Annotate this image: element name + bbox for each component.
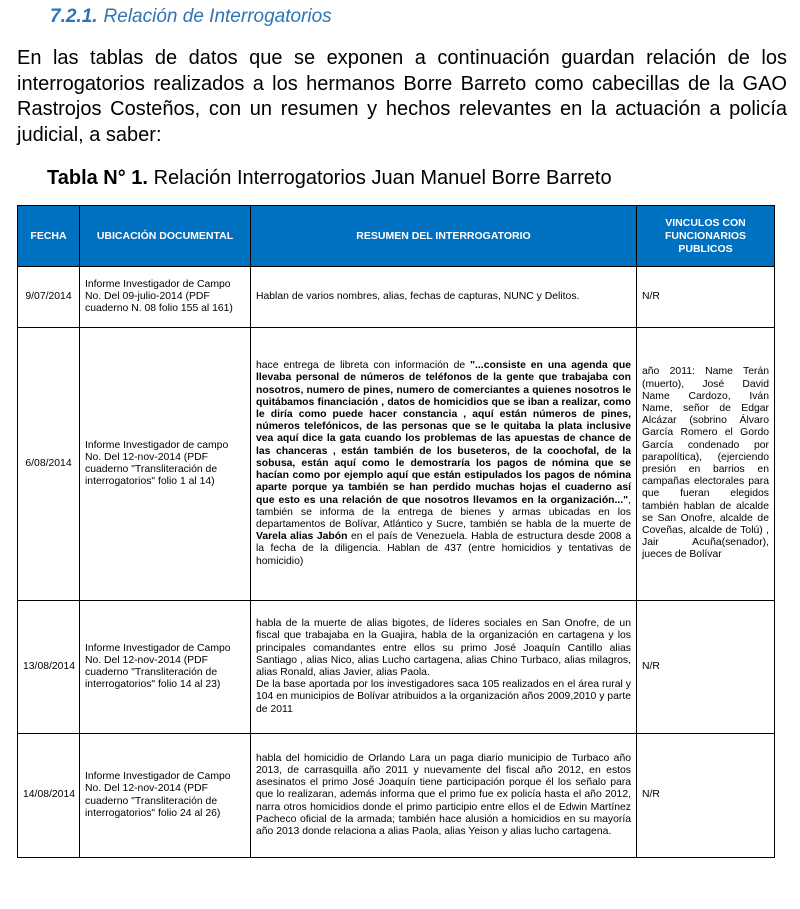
resumen-quote: "...consiste en una agenda que llevaba personal de números de teléfonos de la gente que trabajaba con nosotros, numero de pines, numero de comerciantes a quienes nosotros le quitábamos financiación , datos de homicidios que se iban a realizar, como le diría como puede hacer constancia , aquí están números de pines, números telefónicos, de las personas que se le quitaba la plata inclusive vea aquí dice la gata cuando los problemas de las apuestas de chance de las chanceras , están también de los buseteros, de la coochofal, de la sobusa, están aquí como le demostraría los pagos de nómina que se hacían como por ejemplo aquí que están estipulados los pagos de nómina aparte porque ya también se han perdido muchas hojas el cuaderno así que esto es una relación de que nosotros llevamos en la organización..." [256, 360, 631, 506]
section-heading [50, 6, 332, 28]
resumen-text: hace entrega de libreta con información de [256, 360, 471, 372]
cell-ubicacion: Informe Investigador de Campo No. Del 12-nov-2014 (PDF cuaderno "Transliteración de interrogatorios" folio 14 al 23) [80, 601, 251, 734]
cell-vinculos: N/R [637, 601, 775, 734]
resumen-text: , también se informa de la entrega de bienes y armas ubicadas en los departamentos de Bolívar, Atlántico y Sucre, también se habla de la muerte de [256, 494, 631, 530]
resumen-text: en el país de Venezuela. Habla de estructura desde 2008 a la fecha de la diligencia. Hablan de 437 (entre homicidios y tentativas de homicidio) [256, 531, 631, 567]
table-row [18, 734, 775, 858]
interrogatorios-table [17, 205, 775, 858]
cell-resumen: Hablan de varios nombres, alias, fechas de capturas, NUNC y Delitos. [251, 267, 637, 328]
cell-vinculos: año 2011: Name Terán (muerto), José David Name Cardozo, Iván Name, señor de Edgar Alcázar (sobrino Álvaro García Romero el Gordo García condenado por parapolítica), (ejerciendo presión en barrios en campañas electorales para que fueran elegidos también hablan de alcalde se San Onofre, alcalde de Coveñas, alcalde de Tolú) , Jair Acuña(senador), jueces de Bolívar [637, 328, 775, 601]
cell-ubicacion: Informe Investigador de campo No. Del 12-nov-2014 (PDF cuaderno "Transliteración de interrogatorios" folio 1 al 14) [80, 328, 251, 601]
cell-ubicacion: Informe Investigador de Campo No. Del 09-julio-2014 (PDF cuaderno N. 08 folio 155 al 161) [80, 267, 251, 328]
section-title: Relación de Interrogatorios [103, 6, 332, 27]
intro-paragraph: En las tablas de datos que se exponen a continuación guardan relación de los interrogatorios realizados a los hermanos Borre Barreto como cabecillas de la GAO Rastrojos Costeños, con un resumen y hechos relevantes en la actuación a policía judicial, a saber: [17, 47, 787, 146]
cell-ubicacion: Informe Investigador de Campo No. Del 12-nov-2014 (PDF cuaderno "Transliteración de interrogatorios" folio 24 al 26) [80, 734, 251, 858]
header-ubicacion: UBICACIÓN DOCUMENTAL [80, 206, 251, 267]
table-caption [47, 167, 612, 190]
table-row [18, 267, 775, 328]
cell-resumen [251, 601, 637, 734]
header-fecha: FECHA [18, 206, 80, 267]
table-row [18, 328, 775, 601]
section-number: 7.2.1. [50, 6, 98, 27]
cell-resumen: habla del homicidio de Orlando Lara un paga diario municipio de Turbaco año 2013, de carrasquilla año 2011 y nuevamente del fiscal año 2012, en estos asesinatos el primo José Joaquín tiene participación porque él los señalo para que lo realizaran, además informa que el primo fue ex policía hasta el año 2012, narra otros homicidios donde el primo participio entre ellos el de Edwin Martínez Pacheco oficial de la armada; también hace alusión a homicidios en su mayoría año 2013 donde relaciona a alias Paola, alias Yeison y alias lucho cartagena. [251, 734, 637, 858]
cell-vinculos: N/R [637, 267, 775, 328]
header-resumen: RESUMEN DEL INTERROGATORIO [251, 206, 637, 267]
table-header-row [18, 206, 775, 267]
cell-fecha: 14/08/2014 [18, 734, 80, 858]
resumen-text: De la base aportada por los investigadores saca 105 realizados en el área rural y 104 en municipios de Bolívar atribuidos a la organización años 2009,2010 y parte de 2011 [256, 679, 631, 715]
cell-vinculos: N/R [637, 734, 775, 858]
cell-fecha: 13/08/2014 [18, 601, 80, 734]
cell-fecha: 9/07/2014 [18, 267, 80, 328]
cell-resumen [251, 328, 637, 601]
resumen-highlight: Varela alias Jabón [256, 531, 348, 543]
cell-fecha: 6/08/2014 [18, 328, 80, 601]
header-vinculos: VINCULOS CON FUNCIONARIOS PUBLICOS [637, 206, 775, 267]
table-caption-label: Tabla N° 1. [47, 167, 148, 189]
table-caption-text: Relación Interrogatorios Juan Manuel Borre Barreto [153, 167, 612, 189]
table-row [18, 601, 775, 734]
resumen-text: habla de la muerte de alias bigotes, de líderes sociales en San Onofre, de un fiscal que trabajaba en la Guajira, habla de la organización en cartagena y los principales comandantes entre ellos su primo José Joaquín Cantillo alias Santiago , alias Nico, alias Lucho cartagena, alias Chino Turbaco, alias milagros, alias Ronald, alias Javier, alias Paola. [256, 618, 631, 678]
